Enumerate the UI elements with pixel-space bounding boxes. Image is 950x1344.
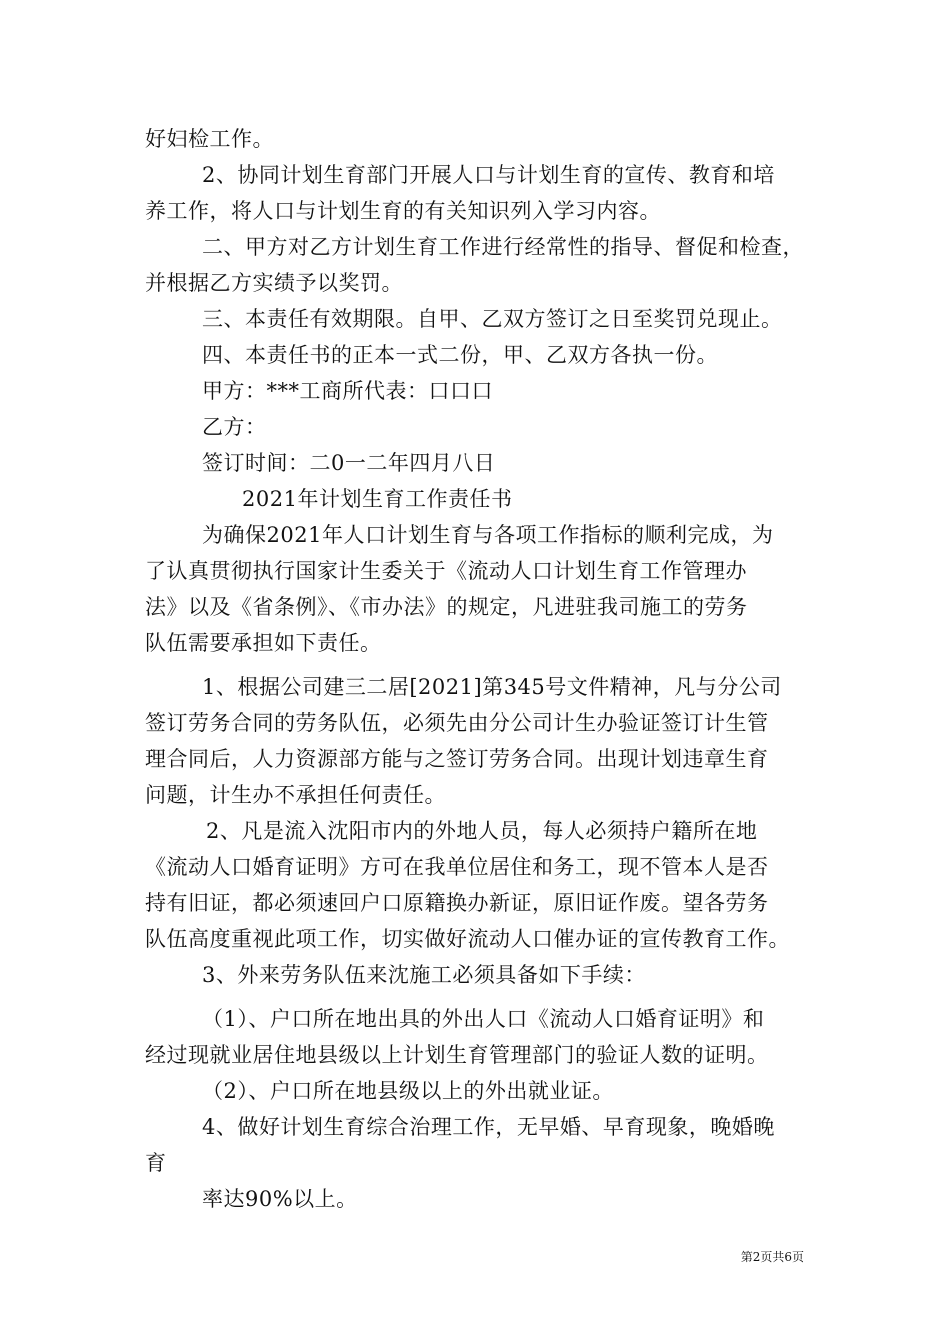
section-title: 2021年计划生育工作责任书: [242, 487, 513, 511]
text-line: 育: [145, 1151, 167, 1175]
signature-party-a: 甲方：***工商所代表：口口口: [202, 379, 493, 403]
text-line: 三、本责任有效期限。自甲、乙双方签订之日至奖罚兑现止。: [202, 307, 783, 331]
text-line: 2、协同计划生育部门开展人口与计划生育的宣传、教育和培: [202, 163, 775, 187]
text-line: 问题，计生办不承担任何责任。: [145, 783, 446, 807]
text-line: 《流动人口婚育证明》方可在我单位居住和务工，现不管本人是否: [145, 855, 769, 879]
text-line: 2、凡是流入沈阳市内的外地人员，每人必须持户籍所在地: [206, 819, 758, 843]
page-number: 第2页共6页: [740, 1250, 804, 1264]
text-line: 养工作，将人口与计划生育的有关知识列入学习内容。: [145, 199, 661, 223]
text-line: 1、根据公司建三二居[2021]第345号文件精神，凡与分公司: [202, 675, 782, 699]
text-line: 并根据乙方实绩予以奖罚。: [145, 271, 403, 295]
signature-party-b: 乙方：: [202, 415, 267, 439]
text-line: 为确保2021年人口计划生育与各项工作指标的顺利完成，为: [202, 523, 774, 547]
text-line: 四、本责任书的正本一式二份，甲、乙双方各执一份。: [202, 343, 718, 367]
text-line: 队伍高度重视此项工作，切实做好流动人口催办证的宣传教育工作。: [145, 927, 790, 951]
text-line: 经过现就业居住地县级以上计划生育管理部门的验证人数的证明。: [145, 1043, 769, 1067]
text-line: 持有旧证，都必须速回户口原籍换办新证，原旧证作废。望各劳务: [145, 891, 769, 915]
text-line: 二、甲方对乙方计划生育工作进行经常性的指导、督促和检查，: [202, 235, 804, 259]
text-line: 4、做好计划生育综合治理工作，无早婚、早育现象，晚婚晚: [202, 1115, 775, 1139]
text-line: （2）、户口所在地县级以上的外出就业证。: [202, 1079, 614, 1103]
text-line: 队伍需要承担如下责任。: [145, 631, 382, 655]
text-line: 了认真贯彻执行国家计生委关于《流动人口计划生育工作管理办: [145, 559, 747, 583]
text-line: 3、外来劳务队伍来沈施工必须具备如下手续：: [202, 963, 646, 987]
text-line: 理合同后，人力资源部方能与之签订劳务合同。出现计划违章生育: [145, 747, 769, 771]
text-line: 好妇检工作。: [145, 127, 274, 151]
text-line: （1）、户口所在地出具的外出人口《流动人口婚育证明》和: [202, 1007, 765, 1031]
text-line: 签订劳务合同的劳务队伍，必须先由分公司计生办验证签订计生管: [145, 711, 769, 735]
signing-date: 签订时间：二0一二年四月八日: [202, 451, 496, 475]
text-line: 率达90%以上。: [202, 1187, 358, 1211]
text-line: 法》以及《省条例》、《市办法》的规定，凡进驻我司施工的劳务: [145, 595, 748, 619]
